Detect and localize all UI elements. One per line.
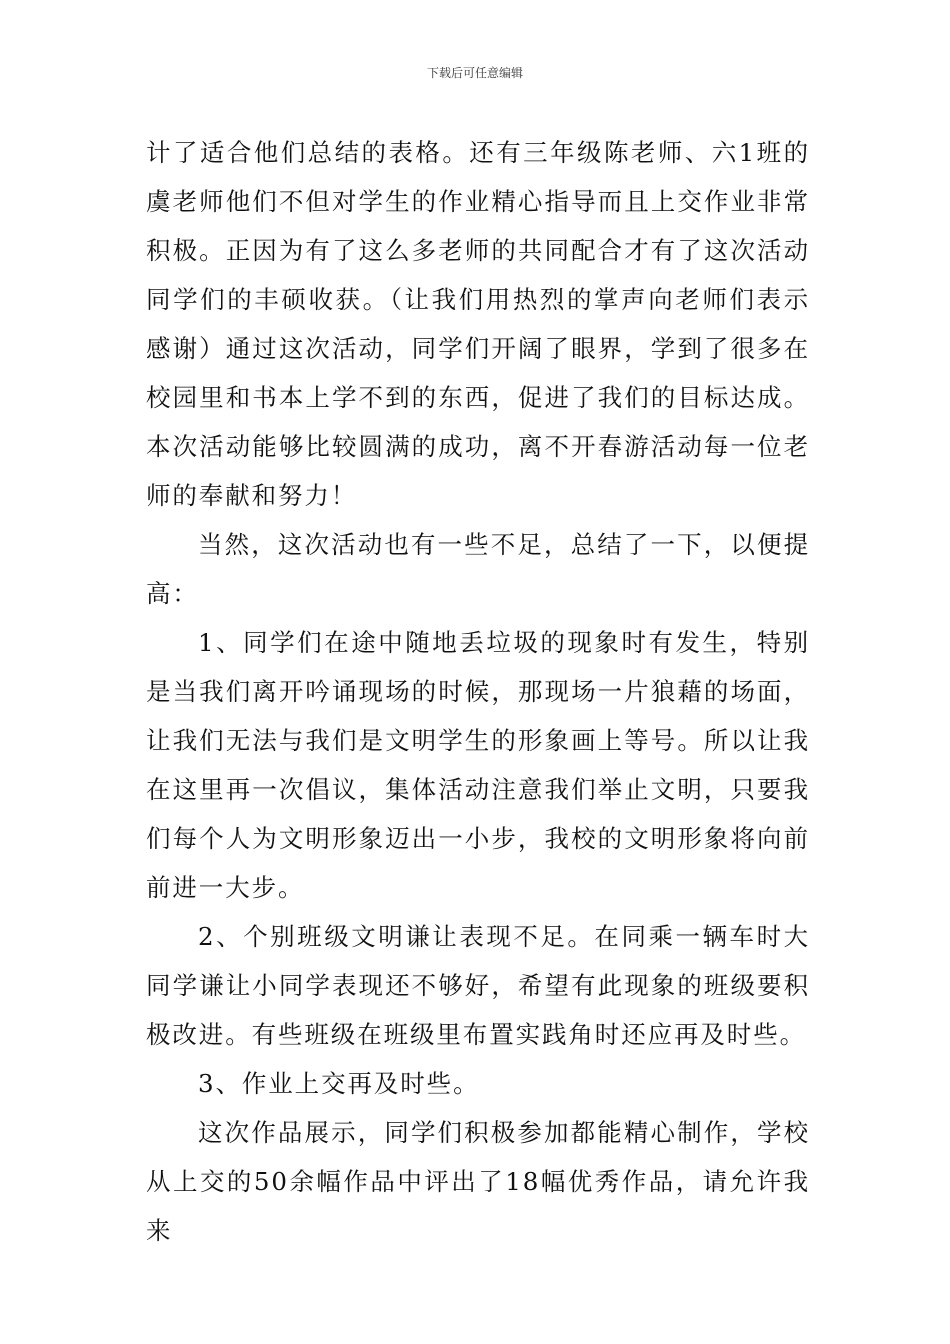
paragraph-continuation: 计了适合他们总结的表格。还有三年级陈老师、六1班的虞老师他们不但对学生的作业精心指导而且上交作业非常积极。正因为有了这么多老师的共同配合才有了这次活动同学们的丰硕收获。（让我们用热烈的掌声向老师们表示感谢）通过这次活动，同学们开阔了眼界，学到了很多在校园里和书本上学不到的东西，促进了我们的目标达成。本次活动能够比较圆满的成功，离不开春游活动每一位老师的奉献和努力！ bbox=[146, 138, 810, 510]
paragraph-shortcomings-intro: 当然，这次活动也有一些不足，总结了一下，以便提高： bbox=[146, 530, 810, 608]
paragraph-item-2: 2、个别班级文明谦让表现不足。在同乘一辆车时大同学谦让小同学表现还不够好，希望有此现象的班级要积极改进。有些班级在班级里布置实践角时还应再及时些。 bbox=[146, 922, 810, 1049]
paragraph-item-1: 1、同学们在途中随地丢垃圾的现象时有发生，特别是当我们离开吟诵现场的时候，那现场一片狼藉的场面，让我们无法与我们是文明学生的形象画上等号。所以让我在这里再一次倡议，集体活动注意我们举止文明，只要我们每个人为文明形象迈出一小步，我校的文明形象将向前前进一大步。 bbox=[146, 628, 810, 902]
paragraph-works-display: 这次作品展示，同学们积极参加都能精心制作，学校从上交的50余幅作品中评出了18幅优秀作品，请允许我来 bbox=[146, 1118, 810, 1245]
paragraph-item-3: 3、作业上交再及时些。 bbox=[198, 1069, 480, 1098]
page-header: 下载后可任意编辑 bbox=[426, 66, 523, 80]
document-body bbox=[146, 128, 810, 1255]
